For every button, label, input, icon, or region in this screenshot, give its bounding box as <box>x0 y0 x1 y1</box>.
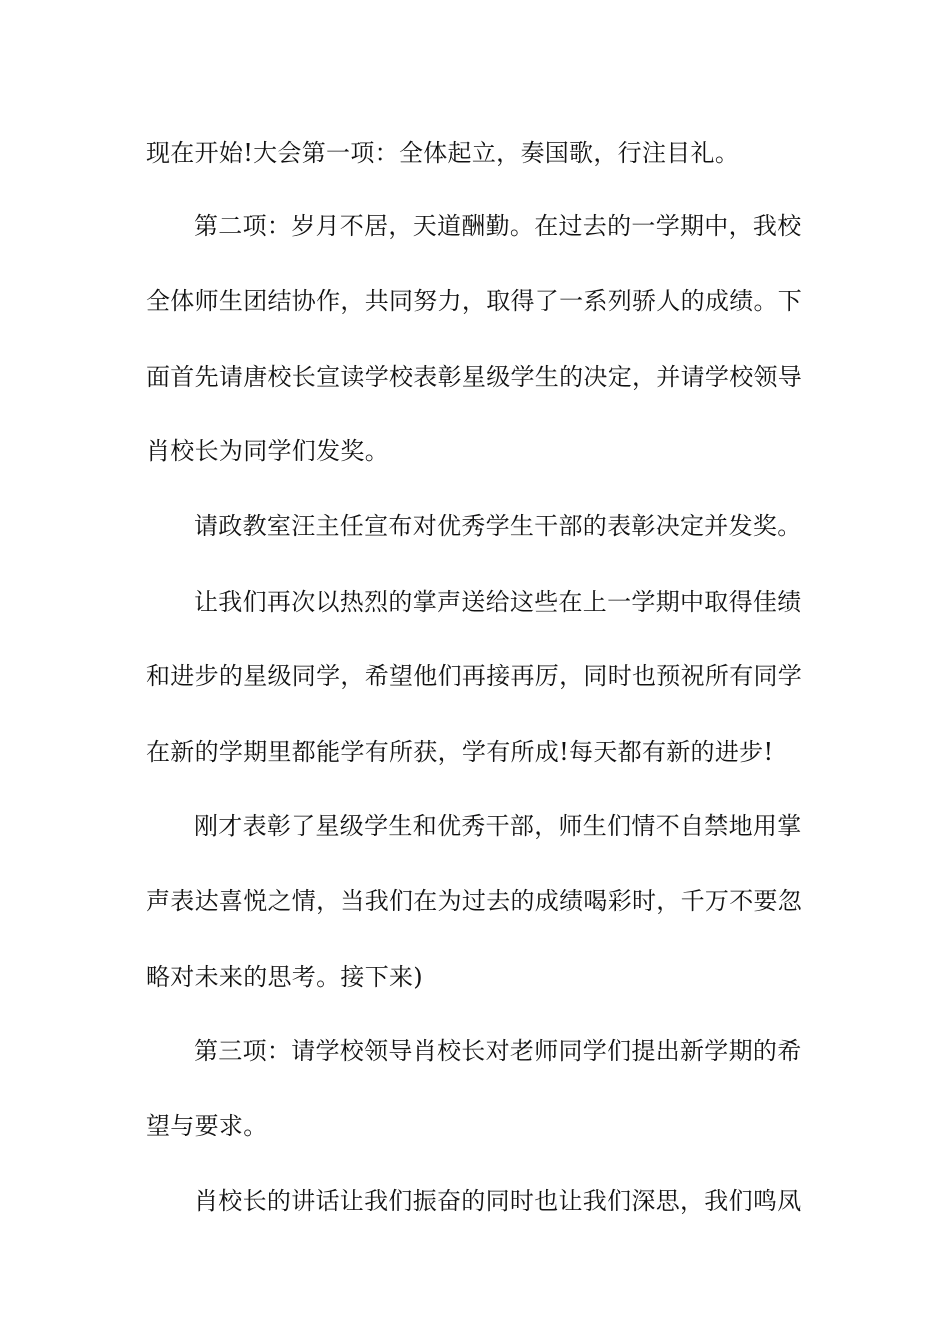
text-line: 请政教室汪主任宣布对优秀学生干部的表彰决定并发奖。 <box>194 512 802 540</box>
text-line: 刚才表彰了星级学生和优秀干部，师生们情不自禁地用掌 <box>194 812 802 840</box>
text-line: 在新的学期里都能学有所获，学有所成!每天都有新的进步! <box>146 738 774 766</box>
text-line: 肖校长为同学们发奖。 <box>146 437 389 465</box>
text-line: 第二项：岁月不居，天道酬勤。在过去的一学期中，我校 <box>194 212 802 240</box>
text-line: 全体师生团结协作，共同努力，取得了一系列骄人的成绩。下 <box>146 287 803 315</box>
text-line: 略对未来的思考。接下来) <box>146 963 423 991</box>
text-line: 面首先请唐校长宣读学校表彰星级学生的决定，并请学校领导 <box>146 363 803 391</box>
text-line: 第三项：请学校领导肖校长对老师同学们提出新学期的希 <box>194 1037 802 1065</box>
text-line: 肖校长的讲话让我们振奋的同时也让我们深思，我们鸣凤 <box>194 1187 802 1215</box>
text-line: 让我们再次以热烈的掌声送给这些在上一学期中取得佳绩 <box>194 588 802 616</box>
text-line: 和进步的星级同学，希望他们再接再厉，同时也预祝所有同学 <box>146 662 803 690</box>
text-line: 声表达喜悦之情，当我们在为过去的成绩喝彩时，千万不要忽 <box>146 887 803 915</box>
text-line: 现在开始!大会第一项：全体起立，奏国歌，行注目礼。 <box>146 139 740 167</box>
text-line: 望与要求。 <box>146 1112 268 1140</box>
